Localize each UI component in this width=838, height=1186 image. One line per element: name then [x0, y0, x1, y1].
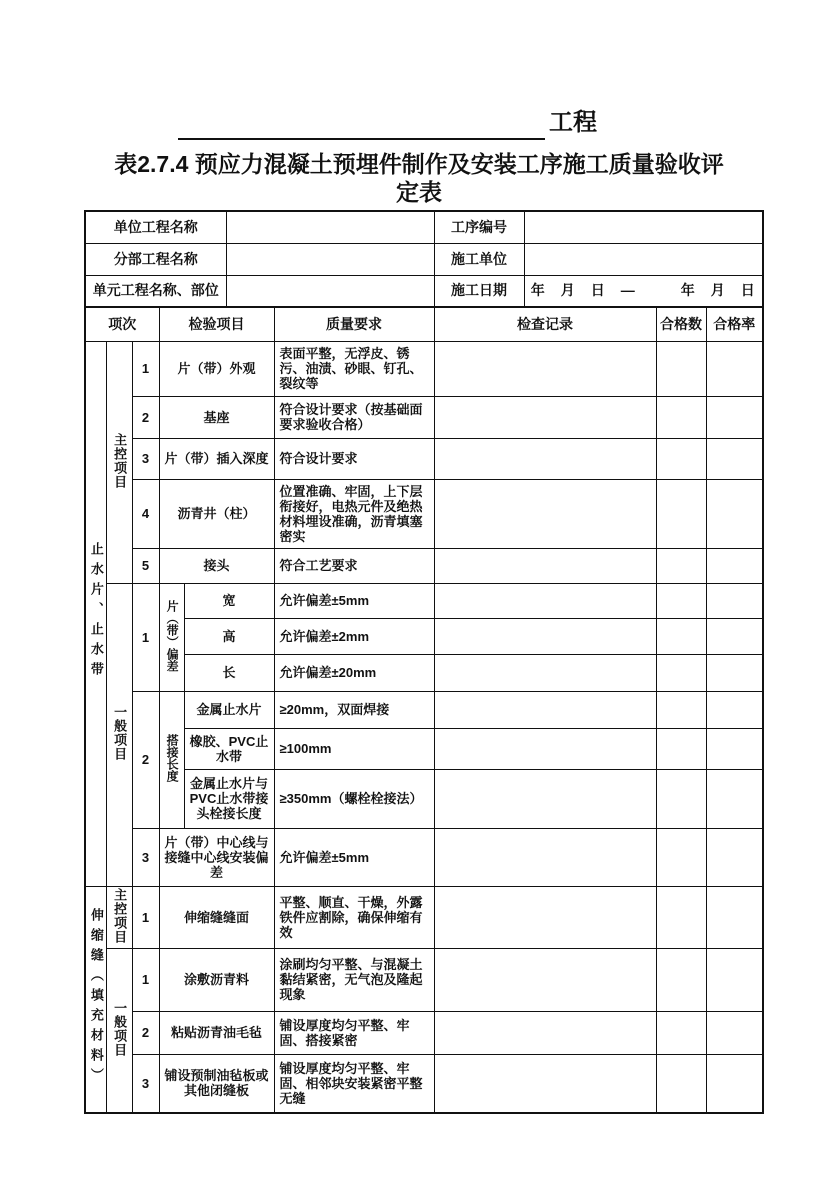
quality-requirement-cell: 涂刷均匀平整、与混凝土黏结紧密，无气泡及隆起现象 [274, 948, 434, 1011]
inspection-item-cell: 片（带）中心线与接缝中心线安装偏差 [159, 828, 274, 886]
inspection-record-cell [434, 438, 656, 479]
inspection-item-cell: 高 [184, 618, 274, 654]
col-header-qualified-rate: 合格率 [706, 307, 763, 341]
group-cell-main-control: 主控项目 [106, 341, 132, 583]
row-number-cell: 3 [132, 828, 159, 886]
qualified-rate-cell [706, 654, 763, 691]
qualified-rate-cell [706, 618, 763, 654]
document-title-line2: 定表 [396, 179, 442, 205]
inspection-record-cell [434, 728, 656, 769]
inspection-item-cell: 接头 [159, 548, 274, 583]
group-cell-general: 一般项目 [106, 583, 132, 886]
row-number-cell: 3 [132, 1054, 159, 1113]
qualified-count-cell [656, 728, 706, 769]
category-cell-expansion-joint: 伸缩缝（填充材料） [85, 886, 106, 1113]
inspection-record-cell [434, 618, 656, 654]
qualified-rate-cell [706, 583, 763, 618]
row-number-cell: 1 [132, 583, 159, 691]
qualified-count-cell [656, 886, 706, 948]
qualified-count-cell [656, 583, 706, 618]
info-row-2 [85, 243, 763, 275]
unit-project-name-value [226, 211, 434, 243]
qualified-rate-cell [706, 479, 763, 548]
inspection-item-cell: 橡胶、PVC止水带 [184, 728, 274, 769]
inspection-record-cell [434, 396, 656, 438]
category-cell-waterstop: 止水片、止水带 [85, 341, 106, 886]
table-row [85, 618, 763, 654]
col-header-quality-requirement: 质量要求 [274, 307, 434, 341]
axis-label-cell-lap-length: 搭接长度 [159, 691, 184, 828]
table-row [85, 886, 763, 948]
inspection-item-cell: 金属止水片与PVC止水带接头栓接长度 [184, 769, 274, 828]
table-header-row [85, 307, 763, 341]
quality-requirement-cell: ≥100mm [274, 728, 434, 769]
inspection-record-cell [434, 548, 656, 583]
row-number-cell: 2 [132, 1011, 159, 1054]
construction-date-label: 施工日期 [434, 275, 524, 307]
qualified-count-cell [656, 438, 706, 479]
group-cell-main-control-2: 主控项目 [106, 886, 132, 948]
row-number-cell: 1 [132, 341, 159, 396]
qualified-rate-cell [706, 1011, 763, 1054]
table-row [85, 583, 763, 618]
table-row [85, 769, 763, 828]
qualified-rate-cell [706, 948, 763, 1011]
row-number-cell: 2 [132, 691, 159, 828]
qualified-rate-cell [706, 691, 763, 728]
col-header-qualified-count: 合格数 [656, 307, 706, 341]
qualified-count-cell [656, 341, 706, 396]
inspection-record-cell [434, 341, 656, 396]
qualified-count-cell [656, 618, 706, 654]
document-title [0, 150, 838, 206]
table-row [85, 438, 763, 479]
quality-requirement-cell: 铺设厚度均匀平整、牢固、搭接紧密 [274, 1011, 434, 1054]
process-number-value [524, 211, 763, 243]
inspection-item-cell: 金属止水片 [184, 691, 274, 728]
inspection-item-cell: 宽 [184, 583, 274, 618]
axis-label-cell-deviation: 片（带）偏差 [159, 583, 184, 691]
unit-project-name-label: 单位工程名称 [85, 211, 226, 243]
inspection-item-cell: 铺设预制油毡板或其他闭缝板 [159, 1054, 274, 1113]
row-number-cell: 1 [132, 886, 159, 948]
qualified-count-cell [656, 1011, 706, 1054]
inspection-item-cell: 基座 [159, 396, 274, 438]
table-row [85, 1054, 763, 1113]
inspection-record-cell [434, 691, 656, 728]
blank-underline [178, 110, 545, 140]
row-number-cell: 2 [132, 396, 159, 438]
row-number-cell: 1 [132, 948, 159, 1011]
row-number-cell: 5 [132, 548, 159, 583]
row-number-cell: 3 [132, 438, 159, 479]
group-cell-general-2: 一般项目 [106, 948, 132, 1113]
qualified-count-cell [656, 828, 706, 886]
quality-requirement-cell: 允许偏差±2mm [274, 618, 434, 654]
table-row [85, 1011, 763, 1054]
inspection-item-cell: 片（带）外观 [159, 341, 274, 396]
inspection-record-cell [434, 583, 656, 618]
inspection-record-cell [434, 1054, 656, 1113]
document-title-line1: 表2.7.4 预应力混凝土预埋件制作及安装工序施工质量验收评 [114, 151, 724, 177]
inspection-record-cell [434, 654, 656, 691]
qualified-rate-cell [706, 728, 763, 769]
table-row [85, 654, 763, 691]
table-row [85, 948, 763, 1011]
info-table [84, 210, 764, 308]
inspection-record-cell [434, 769, 656, 828]
qualified-count-cell [656, 948, 706, 1011]
inspection-table [84, 306, 764, 1114]
quality-requirement-cell: 允许偏差±5mm [274, 828, 434, 886]
inspection-record-cell [434, 1011, 656, 1054]
construction-date-value: 年 月 日 — 年 月 日 [524, 275, 763, 307]
qualified-count-cell [656, 479, 706, 548]
qualified-rate-cell [706, 438, 763, 479]
inspection-item-cell: 粘贴沥青油毛毡 [159, 1011, 274, 1054]
inspection-record-cell [434, 948, 656, 1011]
quality-requirement-cell: 符合设计要求（按基础面要求验收合格） [274, 396, 434, 438]
inspection-item-cell: 沥青井（柱） [159, 479, 274, 548]
qualified-rate-cell [706, 828, 763, 886]
quality-requirement-cell: 符合工艺要求 [274, 548, 434, 583]
inspection-record-cell [434, 479, 656, 548]
quality-requirement-cell: 位置准确、牢固，上下层衔接好，电热元件及绝热材料埋设准确，沥青填塞密实 [274, 479, 434, 548]
qualified-count-cell [656, 1054, 706, 1113]
quality-requirement-cell: ≥20mm，双面焊接 [274, 691, 434, 728]
qualified-rate-cell [706, 886, 763, 948]
qualified-rate-cell [706, 548, 763, 583]
quality-requirement-cell: 平整、顺直、干燥，外露铁件应割除，确保伸缩有效 [274, 886, 434, 948]
quality-requirement-cell: 允许偏差±5mm [274, 583, 434, 618]
table-row [85, 341, 763, 396]
project-blank-line [178, 106, 597, 140]
construction-unit-value [524, 243, 763, 275]
qualified-count-cell [656, 691, 706, 728]
quality-requirement-cell: ≥350mm（螺栓栓接法） [274, 769, 434, 828]
quality-requirement-cell: 铺设厚度均匀平整、牢固、相邻块安装紧密平整无缝 [274, 1054, 434, 1113]
inspection-item-cell: 涂敷沥青料 [159, 948, 274, 1011]
inspection-item-cell: 伸缩缝缝面 [159, 886, 274, 948]
qualified-count-cell [656, 654, 706, 691]
inspection-item-cell: 片（带）插入深度 [159, 438, 274, 479]
qualified-rate-cell [706, 341, 763, 396]
info-row-1 [85, 211, 763, 243]
construction-unit-label: 施工单位 [434, 243, 524, 275]
division-project-name-value [226, 243, 434, 275]
col-header-inspection-record: 检查记录 [434, 307, 656, 341]
table-row [85, 396, 763, 438]
qualified-count-cell [656, 396, 706, 438]
qualified-rate-cell [706, 1054, 763, 1113]
quality-requirement-cell: 符合设计要求 [274, 438, 434, 479]
process-number-label: 工序编号 [434, 211, 524, 243]
table-row [85, 479, 763, 548]
inspection-record-cell [434, 828, 656, 886]
table-row [85, 548, 763, 583]
table-row [85, 691, 763, 728]
qualified-count-cell [656, 548, 706, 583]
info-row-3 [85, 275, 763, 307]
inspection-item-cell: 长 [184, 654, 274, 691]
quality-requirement-cell: 允许偏差±20mm [274, 654, 434, 691]
inspection-record-cell [434, 886, 656, 948]
table-row [85, 728, 763, 769]
col-header-inspection-item: 检验项目 [159, 307, 274, 341]
project-suffix-label: 工程 [549, 109, 597, 136]
quality-requirement-cell: 表面平整，无浮皮、锈污、油渍、砂眼、钉孔、裂纹等 [274, 341, 434, 396]
element-project-name-label: 单元工程名称、部位 [85, 275, 226, 307]
table-row [85, 828, 763, 886]
qualified-count-cell [656, 769, 706, 828]
qualified-rate-cell [706, 769, 763, 828]
element-project-name-value [226, 275, 434, 307]
col-header-item-no: 项次 [85, 307, 159, 341]
row-number-cell: 4 [132, 479, 159, 548]
division-project-name-label: 分部工程名称 [85, 243, 226, 275]
qualified-rate-cell [706, 396, 763, 438]
